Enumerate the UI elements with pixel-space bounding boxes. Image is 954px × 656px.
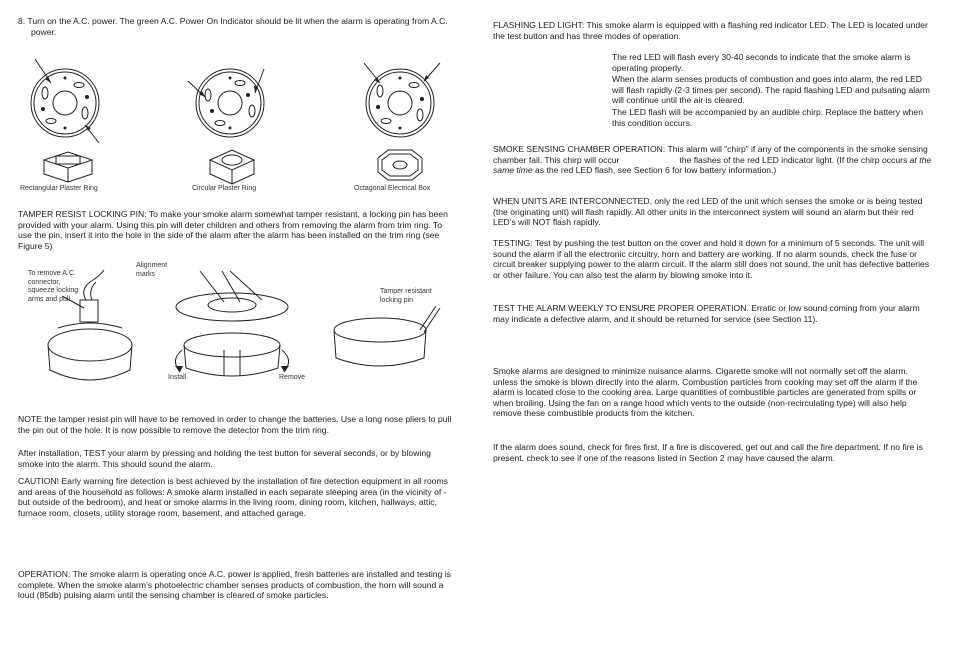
figure-5-illustration — [0, 0, 470, 400]
led-mode-3: The LED flash will be accompanied by an audible chirp. Replace the battery when this condition occurs. — [612, 107, 923, 128]
tamper-pin-label: Tamper resistant locking pin — [380, 288, 432, 304]
chamber-text-c: as the red LED flash, see Section 6 for low battery information.) — [535, 165, 777, 176]
trim-ring-and-alarm — [175, 271, 289, 376]
remove-connector-label: To remove A.C. connector, squeeze locking arms and pull — [28, 270, 79, 303]
nuisance-alarms-text: Smoke alarms are designed to minimize nuisance alarms. Cigarette smoke will not normally set off the alarm, unless the smoke is blown directly into the alarm. Combustion particles from cooking may set off the alarm if the alarm is located close to the cooking area. Large quantities of combustible particles are generated from spills or when broiling. Using the fan on a range hood which vents to the outside (non-recirculating type) will also help remove these combustible products from the kitchen. — [493, 366, 918, 419]
chamber-text-a: SMOKE SENSING CHAMBER OPERATION: This alarm will “chirp” if any of the components in the smoke sensing chamber fail. This chirp will occur — [493, 144, 928, 165]
chamber-operation-text — [493, 144, 933, 176]
remove-label: Remove — [279, 374, 306, 381]
note-text: NOTE the tamper resist pin will have to be removed in order to change the batteries. Use a long nose pliers to pull the pin out of the hole. It is now possible to remove the detector from the trim ring. — [18, 414, 452, 435]
after-install-text: After installation, TEST your alarm by pressing and holding the test button for several seconds, or by blowing smoke into the alarm. This should sound the alarm. — [18, 448, 431, 469]
alignment-marks-label: Alignment marks — [136, 262, 168, 278]
fire-check-text: If the alarm does sound, check for fires first. If a fire is discovered, get out and call the fire department. If no fire is present, check to see if one of the reasons listed in Section 2 may have caused the alarm. — [493, 442, 923, 463]
flashing-led-text: FLASHING LED LIGHT: This smoke alarm is equipped with a flashing red indicator LED. The LED is located under the test button and has three modes of operation. — [493, 20, 928, 41]
led-mode-2: When the alarm senses products of combustion and goes into alarm, the red LED will flash rapidly (2-3 times per second). The rapid flashing LED and pulsating alarm will continue until the air is cleared. — [612, 74, 930, 106]
chamber-text-italic: at the same time — [493, 154, 932, 176]
led-mode-1: The red LED will flash every 30-40 seconds to indicate that the smoke alarm is operating properly. — [612, 52, 911, 73]
alarm-with-tamper-pin — [334, 306, 440, 366]
tamper-resist-text: TAMPER RESIST LOCKING PIN: To make your smoke alarm somewhat tamper resistant, a locking pin has been provided with your alarm. Using this pin will deter children and others from removing the alarm from trim ring. To use the pin, insert it into the hole in the side of the alarm after the alarm has been installed on the trim ring (see Figure 5) — [18, 209, 448, 251]
chamber-text-b: the flashes of the red LED indicator light. (If the chirp occurs — [679, 154, 908, 165]
operation-text: OPERATION: The smoke alarm is operating once A.C. power is applied, fresh batteries are installed and testing is complete. When the smoke alarm’s photoelectric chamber senses products of combustion, the horn will sound a loud (85db) pulsing alarm until the sensing chamber is cleared of smoke particles. — [18, 569, 451, 601]
step-8-text: 8. Turn on the A.C. power. The green A.C. Power On Indicator should be lit when the alarm is operating from A.C. power. — [18, 16, 448, 37]
testing-text: TESTING: Test by pushing the test button on the cover and hold it down for a minimum of 5 seconds. The unit will sound the alarm if all the electronic circuitry, horn and battery are working. If no alarm sounds, check the fuse or circuit breaker supplying power to the alarm circuit. If the alarm still does not sound, the unit has defective batteries or other failure. You can also test the alarm by blowing smoke into it. — [493, 238, 930, 280]
caption-circular: Circular Plaster Ring — [192, 185, 257, 192]
install-label: Install — [168, 374, 187, 381]
weekly-test-text: TEST THE ALARM WEEKLY TO ENSURE PROPER OPERATION. Erratic or low sound coming from your alarm may indicate a defective alarm, and it should be returned for service (see Section 11). — [493, 303, 920, 324]
caption-rectangular: Rectangular Plaster Ring — [20, 185, 98, 192]
interconnected-text: WHEN UNITS ARE INTERCONNECTED, only the red LED of the unit which senses the smoke or is being tested (the originating unit) will flash rapidly. All other units in the interconnect system will sound an alarm but their red LED’s will NOT flash rapidly. — [493, 196, 923, 228]
caution-text: CAUTION! Early warning fire detection is best achieved by the installation of fire detection equipment in all rooms and areas of the household as follows: A smoke alarm installed in each separate sleeping area (in the vicinity of - but outside of the bedroom), and heat or smoke alarms in the living room, dining room, kitchen, hallways, attic, furnace room, closets, utility storage room, basement, and attached garage. — [18, 476, 448, 518]
caption-octagonal: Octagonal Electrical Box — [354, 185, 431, 192]
